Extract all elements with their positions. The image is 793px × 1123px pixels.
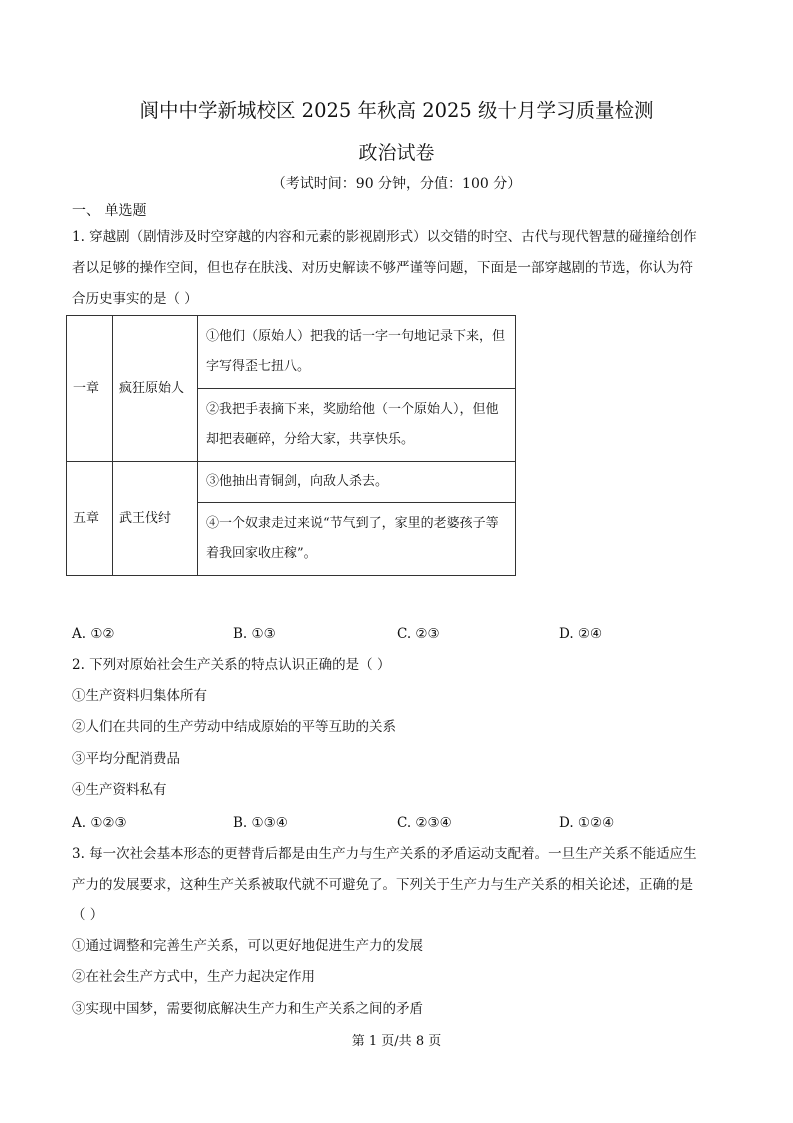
statement-cell: ②我把手表摘下来，奖励给他（一个原始人），但他却把表砸碎，分给大家，共享快乐。 xyxy=(198,389,516,462)
q2-item: ④生产资料私有 xyxy=(72,782,167,798)
q3-item: ①通过调整和完善生产关系，可以更好地促进生产力的发展 xyxy=(72,938,423,954)
chapter-name-cell: 武王伐纣 xyxy=(113,462,198,576)
option-d[interactable]: D. ①②④ xyxy=(559,815,615,831)
q3-item: ③实现中国梦，需要彻底解决生产力和生产关系之间的矛盾 xyxy=(72,1001,423,1017)
exam-subject: 政治试卷 xyxy=(358,142,435,164)
chapter-name-cell: 疯狂原始人 xyxy=(113,316,198,462)
option-a[interactable]: A. ①② xyxy=(72,626,115,642)
statement-cell: ③他抽出青铜剑，向敌人杀去。 xyxy=(198,462,516,503)
q2-item: ③平均分配消费品 xyxy=(72,751,180,767)
section-heading: 一、 单选题 xyxy=(72,203,147,219)
option-b[interactable]: B. ①③④ xyxy=(233,815,288,831)
q3-stem-line: 产力的发展要求，这种生产关系被取代就不可避免了。下列关于生产力与生产关系的相关论述，正确的是 xyxy=(72,877,693,893)
statement-cell: ④一个奴隶走过来说“节气到了，家里的老婆孩子等着我回家收庄稼”。 xyxy=(198,503,516,576)
table-row xyxy=(67,316,516,389)
q1-stem-line: 合历史事实的是（ ） xyxy=(72,291,198,307)
chapter-cell: 一章 xyxy=(67,316,113,462)
q1-stem-line: 者以足够的操作空间，但也存在肤浅、对历史解读不够严谨等问题，下面是一部穿越剧的节选，你认为符 xyxy=(72,260,693,276)
exam-info: （考试时间：90 分钟，分值：100 分） xyxy=(271,176,522,192)
option-c[interactable]: C. ②③④ xyxy=(397,815,452,831)
option-b[interactable]: B. ①③ xyxy=(233,626,276,642)
chapter-cell: 五章 xyxy=(67,462,113,576)
option-c[interactable]: C. ②③ xyxy=(397,626,440,642)
table-row xyxy=(67,462,516,503)
page-number: 第 1 页/共 8 页 xyxy=(351,1034,442,1049)
q2-item: ①生产资料归集体所有 xyxy=(72,688,207,704)
statement-cell: ①他们（原始人）把我的话一字一句地记录下来，但字写得歪七扭八。 xyxy=(198,316,516,389)
option-d[interactable]: D. ②④ xyxy=(559,626,603,642)
q2-item: ②人们在共同的生产劳动中结成原始的平等互助的关系 xyxy=(72,719,396,735)
q3-stem-line: 3. 每一次社会基本形态的更替背后都是由生产力与生产关系的矛盾运动支配着。一旦生产关系不能适应生 xyxy=(72,846,697,862)
option-a[interactable]: A. ①②③ xyxy=(72,815,127,831)
q1-stem-line: 1. 穿越剧（剧情涉及时空穿越的内容和元素的影视剧形式）以交错的时空、古代与现代智慧的碰撞给创作 xyxy=(72,229,697,245)
q3-item: ②在社会生产方式中，生产力起决定作用 xyxy=(72,969,315,985)
q2-stem: 2. 下列对原始社会生产关系的特点认识正确的是（ ） xyxy=(72,657,391,673)
q3-stem-line: （ ） xyxy=(72,907,104,923)
q1-table xyxy=(66,315,516,576)
exam-title: 阆中中学新城校区 2025 年秋高 2025 级十月学习质量检测 xyxy=(139,99,654,122)
